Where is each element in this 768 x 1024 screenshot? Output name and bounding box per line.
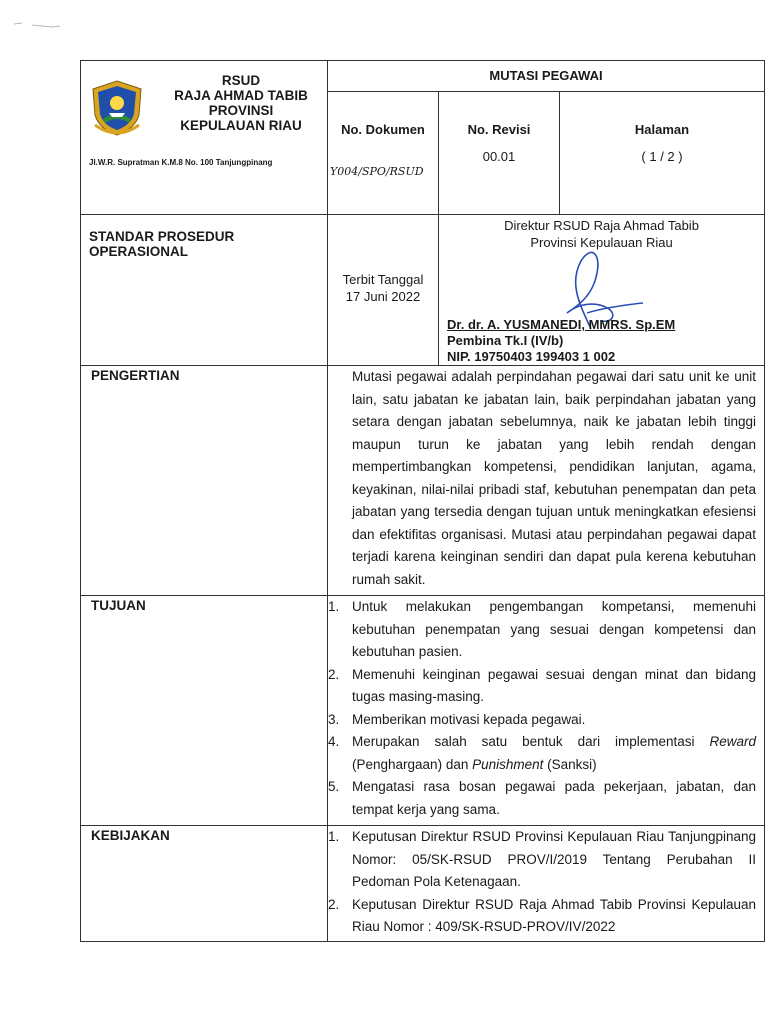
doc-number-cell: [328, 92, 439, 215]
document-title: MUTASI PEGAWAI: [328, 61, 765, 92]
org-line: RAJA AHMAD TABIB: [174, 88, 308, 103]
hospital-name: [153, 73, 329, 133]
approval-cell: [439, 215, 765, 366]
sop-document: [80, 60, 764, 950]
issued-cell: [328, 215, 439, 366]
revision-label: No. Revisi: [467, 122, 531, 137]
issued-date: 17 Juni 2022: [345, 289, 421, 304]
pengertian-text: Mutasi pegawai adalah perpindahan pegawai dari satu unit ke unit lain, satu jabatan ke jabatan lain, baik perpindahan jabatan yang setara dengan jabatan sebelumnya, naik ke jabatan lebih tinggi maupun turun ke jabatan yang lebih rendah dengan mempertimbangkan kompetensi, pendidikan lanjutan, agama, keyakinan, nilai-nilai pribadi staf, kebutuhan penempatan dan peta jabatan yang tersedia dengan tujuan untuk meningkatkan efesiensi dan efektifitas organisasi. Mutasi atau perpindahan pegawai dapat terjadi karena keinginan sendiri dan dapat pula kerena kebutuhan rumah sakit.: [352, 369, 757, 587]
director-line: Direktur RSUD Raja Ahmad Tabib: [504, 218, 699, 233]
issued-label: Terbit Tanggal: [342, 272, 424, 287]
pengertian-label: PENGERTIAN: [81, 366, 328, 596]
org-line: RSUD: [221, 73, 261, 88]
sop-title-line: STANDAR PROSEDUR: [89, 229, 235, 244]
revision-value: 00.01: [482, 149, 516, 164]
director-line: Provinsi Kepulauan Riau: [530, 235, 673, 250]
revision-cell: [439, 92, 560, 215]
list-item: 4. Merupakan salah satu bentuk dari implementasi Reward (Penghargaan) dan Punishment (Sanksi): [328, 734, 757, 772]
page-value: ( 1 / 2 ): [641, 149, 683, 164]
hospital-address: Jl.W.R. Supratman K.M.8 No. 100 Tanjungpinang: [89, 158, 273, 167]
signer-block: [447, 317, 675, 365]
org-line: PROVINSI: [208, 103, 274, 118]
kebijakan-label: KEBIJAKAN: [81, 826, 328, 942]
sop-type-cell: [81, 215, 328, 366]
list-item: 1. Keputusan Direktur RSUD Provinsi Kepulauan Riau Tanjungpinang Nomor: 05/SK-RSUD PROV/I/2019 Tentang Perubahan II Pedoman Pola Ketenagaan.: [328, 829, 757, 889]
tujuan-list: [328, 596, 756, 821]
province-emblem-logo: [89, 79, 145, 137]
sop-title-line: OPERASIONAL: [89, 244, 189, 259]
list-item: 5. Mengatasi rasa bosan pegawai pada pekerjaan, jabatan, dan tempat kerja yang sama.: [328, 779, 757, 817]
signer-nip: NIP. 19750403 199403 1 002: [447, 349, 616, 364]
list-item: 3. Memberikan motivasi kepada pegawai.: [328, 711, 586, 727]
tujuan-label: TUJUAN: [81, 596, 328, 826]
kebijakan-list: [328, 826, 756, 939]
signer-rank: Pembina Tk.I (IV/b): [447, 333, 564, 348]
doc-number-value: Y004/SPO/RSUD: [330, 165, 424, 178]
sop-table: [80, 60, 765, 942]
org-line: KEPULAUAN RIAU: [180, 118, 302, 133]
pengertian-body: [328, 366, 765, 596]
scan-artifact-mark: [12, 18, 62, 30]
page-label: Halaman: [634, 122, 690, 137]
header-identity-cell: [81, 61, 328, 215]
tujuan-body: [328, 596, 765, 826]
list-item: 2. Keputusan Direktur RSUD Raja Ahmad Tabib Provinsi Kepulauan Riau Nomor : 409/SK-RSUD-PROV/IV/2022: [328, 896, 757, 934]
list-item: 1. Untuk melakukan pengembangan kompetansi, memenuhi kebutuhan penempatan yang sesuai dengan kompetensi dan kebutuhan pasien.: [328, 599, 757, 659]
doc-number-label: No. Dokumen: [341, 122, 425, 137]
kebijakan-body: [328, 826, 765, 942]
list-item: 2. Memenuhi keinginan pegawai sesuai dengan minat dan bidang tugas masing-masing.: [328, 666, 757, 704]
page-cell: [560, 92, 765, 215]
signer-name: Dr. dr. A. YUSMANEDI, MMRS. Sp.EM: [447, 317, 676, 332]
